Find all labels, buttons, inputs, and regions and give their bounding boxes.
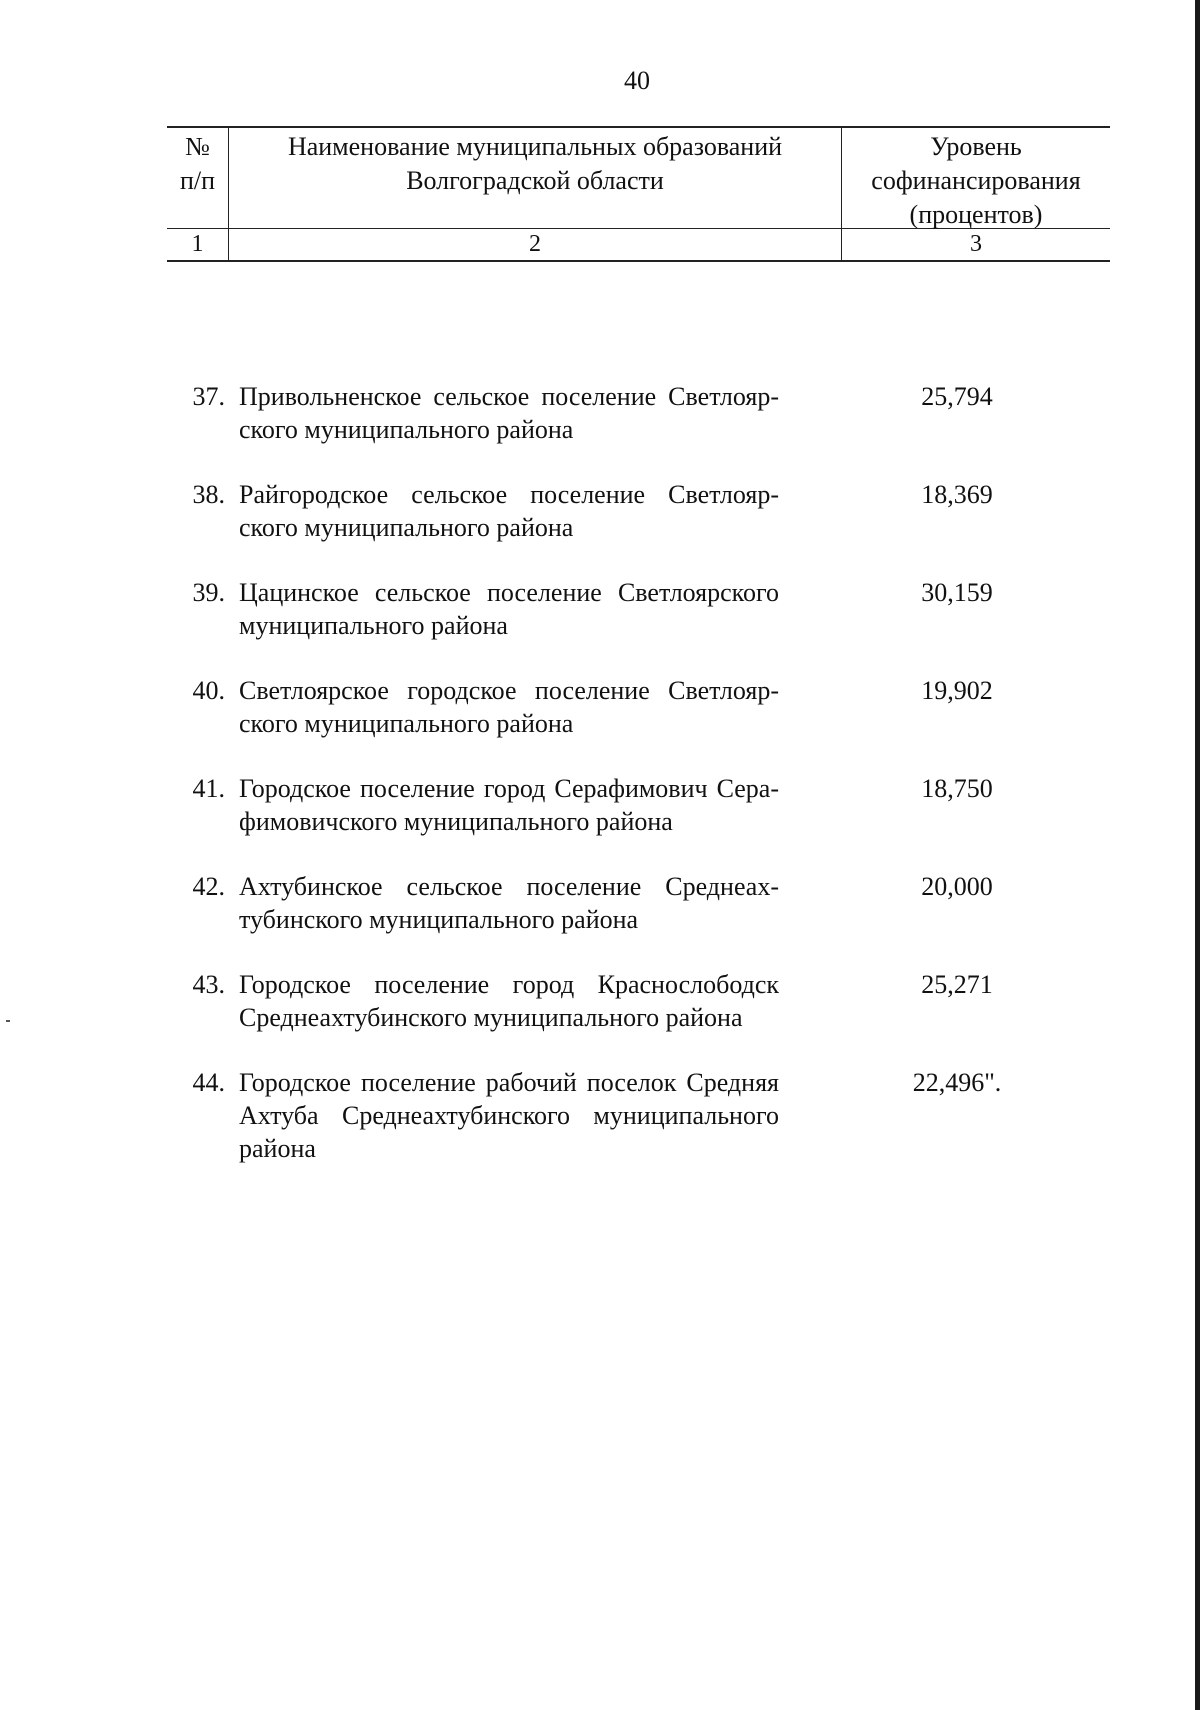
municipality-name <box>239 1066 779 1165</box>
column-numbers-row <box>167 228 1110 260</box>
cofinancing-value: 25,794 <box>921 382 993 411</box>
header-level-line: (процентов) <box>909 200 1043 229</box>
name-line: фимовичского муниципального района <box>239 807 673 836</box>
name-line: муниципального района <box>239 611 508 640</box>
header-number <box>167 130 228 198</box>
municipality-name <box>239 968 779 1034</box>
table-header <box>167 126 1110 262</box>
name-line: Привольненское сельское поселение Светлояр- <box>239 382 779 411</box>
cofinancing-value: 18,369 <box>921 480 993 509</box>
name-line: ского муниципального района <box>239 415 574 444</box>
row-number: 43. <box>192 970 225 999</box>
column-number: 3 <box>970 231 982 257</box>
row-number: 41. <box>192 774 225 803</box>
municipality-name <box>239 478 779 544</box>
cofinancing-table <box>167 126 1110 1163</box>
name-line: Цацинское сельское поселение Светлоярского <box>239 578 779 607</box>
column-number: 2 <box>529 231 541 257</box>
name-line: Городское поселение рабочий поселок Средняя <box>239 1068 779 1097</box>
name-line: Светлоярское городское поселение Светлояр- <box>239 676 779 705</box>
header-level-line: Уровень <box>930 132 1022 161</box>
name-line: ского муниципального района <box>239 709 574 738</box>
name-line: Ахтуба Среднеахтубинского муниципального <box>239 1101 779 1130</box>
cofinancing-value: 25,271 <box>921 970 993 999</box>
page-number: 40 <box>624 66 650 95</box>
header-labels-row <box>167 128 1110 229</box>
cofinancing-value: 19,902 <box>921 676 993 705</box>
header-number-line: п/п <box>179 166 216 195</box>
margin-mark <box>6 1020 10 1022</box>
name-line: ского муниципального района <box>239 513 574 542</box>
cofinancing-value: 20,000 <box>921 872 993 901</box>
header-level-line: софинансирования <box>871 166 1081 195</box>
row-number: 37. <box>192 382 225 411</box>
row-number: 44. <box>192 1068 225 1097</box>
municipality-name <box>239 674 779 740</box>
header-municipality-name <box>229 130 841 198</box>
row-number: 39. <box>192 578 225 607</box>
header-name-line: Наименование муниципальных образований <box>287 132 783 161</box>
cofinancing-value: 22,496". <box>912 1068 1002 1097</box>
name-line: тубинского муниципального района <box>239 905 639 934</box>
municipality-name <box>239 380 779 446</box>
name-line: Городское поселение город Серафимович Сера- <box>239 774 779 803</box>
header-name-line: Волгоградской области <box>406 166 664 195</box>
name-line: Ахтубинское сельское поселение Среднеах- <box>239 872 779 901</box>
cofinancing-value: 30,159 <box>921 578 993 607</box>
header-cofinancing-level <box>842 130 1110 232</box>
name-line: Среднеахтубинского муниципального района <box>239 1003 743 1032</box>
name-line: Райгородское сельское поселение Светлояр- <box>239 480 779 509</box>
name-line: Городское поселение город Краснослободск <box>239 970 779 999</box>
row-number: 40. <box>192 676 225 705</box>
header-number-line: № <box>185 132 210 161</box>
name-line: района <box>239 1134 316 1163</box>
row-number: 42. <box>192 872 225 901</box>
cofinancing-value: 18,750 <box>921 774 993 803</box>
scan-edge <box>1195 0 1200 1710</box>
column-number: 1 <box>191 231 204 257</box>
municipality-name <box>239 772 779 838</box>
municipality-name <box>239 576 779 642</box>
municipality-name <box>239 870 779 936</box>
row-number: 38. <box>192 480 225 509</box>
